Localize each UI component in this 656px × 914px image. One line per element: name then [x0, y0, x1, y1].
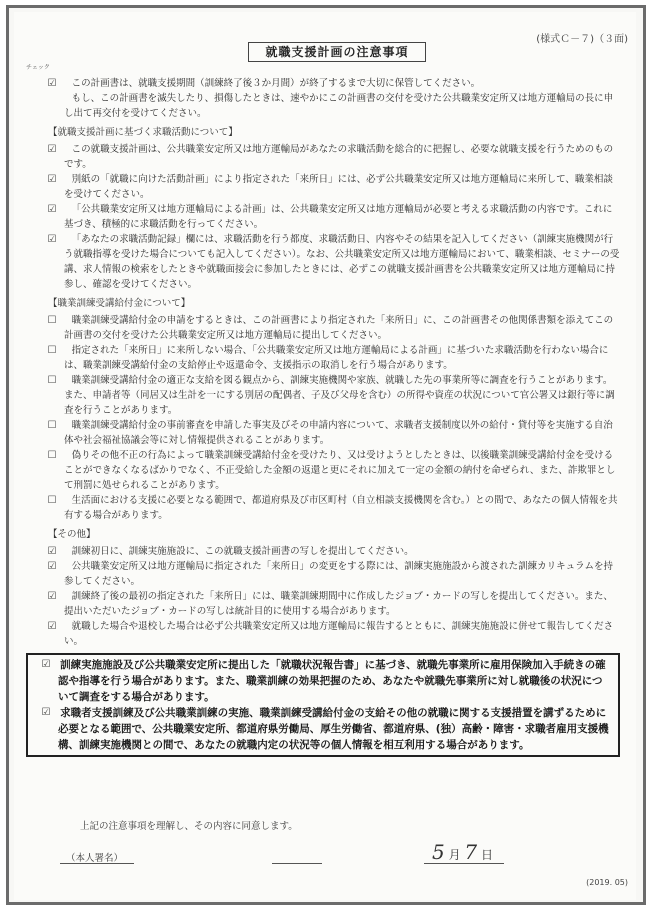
notes-body	[40, 76, 620, 761]
date-line	[424, 863, 504, 864]
checkbox-icon	[40, 559, 64, 574]
signature-line	[60, 863, 134, 864]
list-item	[34, 705, 612, 753]
list-item	[40, 76, 620, 91]
checkbox-icon	[40, 589, 64, 604]
signature-line	[272, 863, 322, 864]
section-training-allowance	[40, 296, 620, 523]
signature-date	[432, 840, 493, 864]
item-text: もし、この計画書を滅失したり、損傷したときは、速やかにこの計画書の交付を受けた公共職業安定所又は地方運輸局の長に申し出て再交付を受けてください。	[64, 93, 614, 119]
agreement-text: 上記の注意事項を理解し、その内容に同意します。	[80, 821, 298, 832]
form-id: (様式Ｃ－７)（３面)	[536, 34, 628, 45]
list-item	[40, 313, 620, 343]
section-heading: 【職業訓練受講給付金について】	[48, 298, 191, 309]
checkbox-icon	[40, 142, 64, 157]
checkbox-icon	[34, 657, 58, 673]
check-column-label: チェック	[26, 64, 50, 71]
date-day: 7	[464, 840, 478, 864]
checkbox-icon	[40, 619, 64, 634]
checkbox-icon	[40, 313, 64, 328]
signature-label: （本人署名）	[66, 853, 124, 864]
list-item	[40, 619, 620, 649]
list-item	[40, 91, 620, 121]
item-text: 職業訓練受講給付金の申請をするときは、この計画書により指定された「来所日」に、この計画書その他関係書類を添えてこの計画書の交付を受けた公共職業安定所又は地方運輸局に提出してください。	[64, 315, 614, 341]
checkbox-icon	[40, 373, 64, 388]
checkbox-icon	[40, 76, 64, 91]
item-text: 訓練実施施設及び公共職業安定所に提出した「就職状況報告書」に基づき、就職先事業所に雇用保険加入手続きの確認や指導を行う場合があります。また、職業訓練の効果把握のため、あなたや就職先事業所に対し就職後の状況について調査をする場合があります。	[58, 659, 606, 703]
date-month: 5	[432, 840, 445, 864]
item-text: 職業訓練受講給付金の適正な支給を図る観点から、訓練実施機関や家族、就職した先の事業所等に調査を行うことがあります。また、申請者等（同居又は生計を一にする別居の配偶者、子及び父母を含む）の所得や資産の状況について官公署又は銀行等に調査を行うことがあります。	[64, 375, 615, 416]
page-title: 就職支援計画の注意事項	[248, 42, 426, 62]
list-item	[40, 493, 620, 523]
list-item	[40, 232, 620, 292]
checkbox-icon	[40, 202, 64, 217]
checkbox-icon	[40, 544, 64, 559]
checkbox-icon	[40, 172, 64, 187]
list-item	[40, 202, 620, 232]
checkbox-icon	[40, 448, 64, 463]
item-text: 生活面における支援に必要となる範囲で、都道府県及び市区町村（自立相談支援機関を含む。）との間で、あなたの個人情報を共有する場合があります。	[64, 495, 618, 521]
item-text: 職業訓練受講給付金の事前審査を申請した事実及びその申請内容について、求職者支援制度以外の給付・貸付等を実施する自治体や社会福祉協議会等に対し情報提供されることがあります。	[64, 420, 613, 446]
revision-label: (2019. 05)	[586, 878, 628, 887]
item-text: 「公共職業安定所又は地方運輸局による計画」は、公共職業安定所又は地方運輸局が必要と考える求職活動の内容です。これに基づき、積極的に求職活動を行ってください。	[64, 204, 613, 230]
list-item	[40, 142, 620, 172]
item-text: 就職した場合や退校した場合は必ず公共職業安定所又は地方運輸局に報告するとともに、訓練実施施設に併せて報告してください。	[64, 621, 614, 647]
important-notice-box	[26, 653, 620, 757]
checkbox-icon	[40, 343, 64, 358]
checkbox-icon	[40, 232, 64, 247]
item-text: 「あなたの求職活動記録」欄には、求職活動を行う都度、求職活動日、内容やその結果を記入してください（訓練実施機関が行う就職指導を受けた場合についても記入してください）。なお、公共職業安定所又は地方運輸局において、職業相談、セミナーの受講、求人情報の検索をしたときや就職面接会に参加したときには、必ずこの就職支援計画書を公共職業安定所又は地方運輸局に持参し、確認を受けてください。	[64, 234, 620, 290]
item-text: 訓練初日に、訓練実施施設に、この就職支援計画書の写しを提出してください。	[71, 546, 414, 557]
list-item	[40, 559, 620, 589]
item-text: この就職支援計画は、公共職業安定所又は地方運輸局があなたの求職活動を総合的に把握し、必要な就職支援を行うためのものです。	[64, 144, 614, 170]
list-item	[40, 448, 620, 493]
day-unit: 日	[480, 848, 493, 862]
checkbox-icon	[34, 705, 58, 721]
section-heading: 【その他】	[48, 529, 96, 540]
list-item	[40, 418, 620, 448]
list-item	[40, 589, 620, 619]
month-unit: 月	[448, 848, 461, 862]
section-heading: 【就職支援計画に基づく求職活動について】	[48, 127, 238, 138]
section-job-search	[40, 125, 620, 292]
item-text: 公共職業安定所又は地方運輸局に指定された「来所日」の変更をする際には、訓練実施施設から渡された訓練カリキュラムを持参してください。	[64, 561, 614, 587]
list-item	[40, 343, 620, 373]
checkbox-icon	[40, 418, 64, 433]
list-item	[40, 373, 620, 418]
item-text: 指定された「来所日」に来所しない場合、「公共職業安定所又は地方運輸局による計画」に基づいた求職活動を行わない場合には、職業訓練受講給付金の支給停止や返還命令、支援指示の取消しを行う場合があります。	[64, 345, 609, 371]
section-other	[40, 527, 620, 649]
item-text: この計画書は、就職支援期間（訓練終了後３か月間）が終了するまで大切に保管してください。	[71, 78, 481, 89]
list-item	[40, 544, 620, 559]
item-text: 偽りその他不正の行為によって職業訓練受講給付金を受けたり、又は受けようとしたときは、以後職業訓練受講給付金を受けることができなくなるばかりでなく、不正受給した金額の返還と更にそれに加えて一定の金額の納付を命ぜられ、また、詐欺罪として刑罰に処せられることがあります。	[64, 450, 616, 491]
item-text: 求職者支援訓練及び公共職業訓練の実施、職業訓練受講給付金の支給その他の就職に関する支援措置を講ずるために必要となる範囲で、公共職業安定所、都道府県労働局、厚生労働省、都道府県、(独）高齢・障害・求職者雇用支援機構、訓練実施機関との間で、あなたの就職内定の状況等の個人情報を相互利用する場合があります。	[58, 707, 609, 751]
item-text: 別紙の「就職に向けた活動計画」により指定された「来所日」には、必ず公共職業安定所又は地方運輸局に来所して、職業相談を受けてください。	[64, 174, 613, 200]
checkbox-icon	[40, 493, 64, 508]
list-item	[40, 172, 620, 202]
item-text: 訓練終了後の最初の指定された「来所日」には、職業訓練期間中に作成したジョブ・カードの写しを提出してください。また、提出いただいたジョブ・カードの写しは統計目的に使用する場合があります。	[64, 591, 613, 617]
list-item	[34, 657, 612, 705]
